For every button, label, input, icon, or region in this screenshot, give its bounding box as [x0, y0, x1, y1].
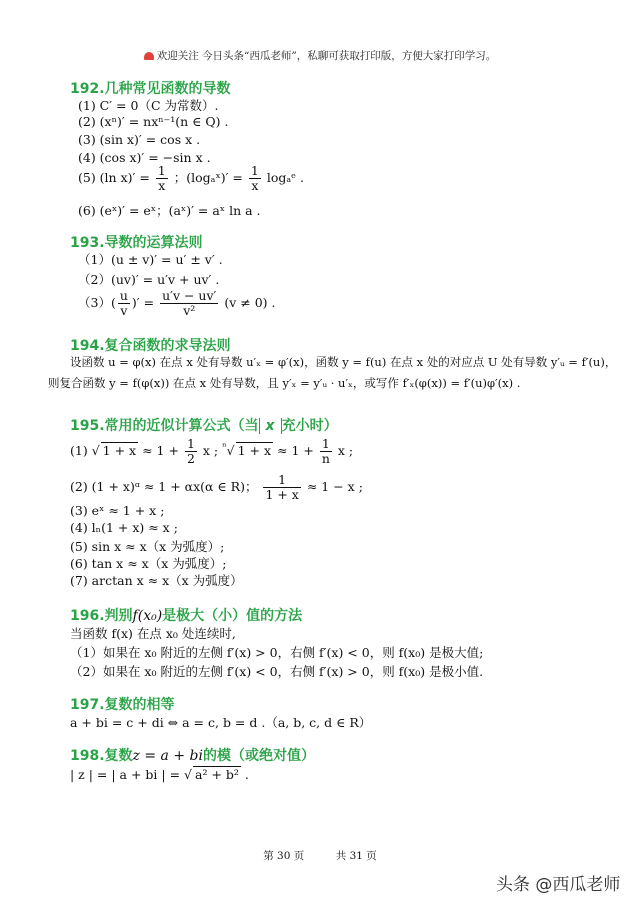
frac-den: v [120, 303, 128, 318]
section-193-title: 193.导数的运算法则 [70, 235, 203, 251]
s195-l2b: ≈ 1 − x ; [306, 479, 363, 494]
s198-l1a: | z | = | a + bi | = [70, 767, 181, 782]
s194-line2: 则复合函数 y = f(φ(x)) 在点 x 处有导数，且 y′ₓ = y′ᵤ · u′ₓ，或写作 f′ₓ(φ(x)) = f′(u)φ′(x) . [48, 376, 521, 390]
frac-den: v² [183, 303, 196, 318]
header-text: 欢迎关注 今日头条“西瓜老师”，私聊可获取打印版，方便大家打印学习。 [156, 50, 497, 62]
s195-l1d: x ; [202, 443, 219, 458]
s195-title-a: 195.常用的近似计算公式（当 [70, 418, 259, 434]
section-195-title [70, 415, 338, 435]
s197-line1: a + bi = c + di ⇔ a = c, b = d .（a, b, c, d ∈ R） [70, 715, 372, 730]
frac-num: 1 [186, 436, 195, 451]
s192-line1: (1) C′ = 0（C 为常数）. [78, 98, 219, 113]
s196-title-f: f(x₀) [132, 608, 163, 624]
fraction [320, 437, 332, 466]
s193-l3b: )′ = [131, 295, 155, 310]
s198-title-b: 的模（或绝对值） [202, 748, 315, 764]
root-index: ⁿ [222, 440, 227, 453]
sqrt-content: 1 + x [237, 443, 272, 458]
frac-den: x [158, 178, 166, 193]
s192-line2: (2) (xⁿ)′ = nxⁿ⁻¹(n ∈ Q) . [78, 114, 229, 129]
s194-line1: 设函数 u = φ(x) 在点 x 处有导数 u′ₓ = φ′(x)，函数 y = f(u) 在点 x 处的对应点 U 处有导数 y′ᵤ = f′(u)， [70, 355, 617, 369]
s192-line3: (3) (sin x)′ = cos x . [78, 132, 201, 147]
s192-line6: (6) (eˣ)′ = eˣ；(aˣ)′ = aˣ ln a . [78, 203, 261, 218]
s198-l1c: . [244, 767, 249, 782]
fraction [156, 164, 168, 193]
s195-line6: (6) tan x ≈ x（x 为弧度）; [70, 556, 227, 571]
page-header [0, 48, 640, 63]
fraction [160, 289, 218, 318]
s196-line2: （2）如果在 x₀ 附近的左侧 f′(x) < 0，右侧 f′(x) > 0，则 f(x₀) 是极小值. [70, 664, 484, 679]
section-194-title: 194.复合函数的求导法则 [70, 338, 231, 354]
s198-line1: | z | = | a + bi | = √ a² + b² . [70, 767, 249, 782]
s195-line3: (3) eˣ ≈ 1 + x ; [70, 503, 165, 518]
s196-title-b: 是极大（小）值的方法 [162, 608, 303, 624]
s193-line2: （2）(uv)′ = u′v + uv′ . [78, 272, 220, 287]
frac-den: x [251, 178, 259, 193]
s195-line4: (4) lₙ(1 + x) ≈ x ; [70, 520, 178, 535]
s198-title-z: z = a + bi [132, 748, 203, 764]
s193-l3a: （3）( [78, 295, 116, 310]
frac-num: 1 [157, 163, 166, 178]
s192-l5c: logₐᵉ . [266, 170, 304, 185]
s195-line1: (1) √ 1 + x ≈ 1 + $\frac{1}{2}$ x ; $^{^n}$√ 1 + x ≈ 1 + $\frac{1}{n}$ x ; [70, 436, 354, 466]
s195-l1h: x ; [337, 443, 354, 458]
frac-num: 1 [250, 163, 259, 178]
frac-den: 2 [186, 451, 195, 466]
s193-line1: （1）(u ± v)′ = u′ ± v′ . [78, 252, 223, 267]
sqrt-content: 1 + x [102, 443, 137, 458]
s192-l5b: ；(logₐˣ)′ = [173, 170, 243, 185]
fraction [118, 289, 130, 318]
section-197-title: 197.复数的相等 [70, 697, 175, 713]
sqrt-content: a² + b² [195, 767, 239, 782]
section-196-title [70, 605, 302, 625]
fraction [263, 473, 300, 502]
s192-line4: (4) (cos x)′ = −sin x . [78, 150, 211, 165]
s195-l1a: (1) [70, 443, 88, 458]
frac-num: u [119, 288, 128, 303]
s196-line1: （1）如果在 x₀ 附近的左侧 f′(x) > 0，右侧 f′(x) < 0，则 f(x₀) 是极大值; [70, 645, 484, 660]
frac-den: n [321, 451, 330, 466]
s195-title-b: 充小时） [281, 418, 338, 434]
s193-line3 [78, 289, 276, 318]
s195-line7: (7) arctan x ≈ x（x 为弧度） [70, 573, 243, 588]
section-198-title [70, 745, 315, 765]
fraction [249, 164, 261, 193]
s196-title-a: 196.判别 [70, 608, 133, 624]
s195-l2a: (2) (1 + x)ᵅ ≈ 1 + αx(α ∈ R)； [70, 479, 258, 494]
frac-num: 1 [320, 437, 332, 452]
s193-l3c: (v ≠ 0) . [224, 295, 276, 310]
section-192-title: 192.几种常见函数的导数 [70, 81, 231, 97]
s195-line2 [70, 473, 363, 502]
watermelon-icon [144, 52, 154, 60]
page-footer: 第 30 页 共 31 页 [263, 850, 377, 862]
s198-title-a: 198.复数 [70, 748, 133, 764]
frac-num: 1 [263, 473, 300, 488]
fraction [185, 437, 197, 466]
s195-l1c: ≈ 1 + [142, 443, 179, 458]
frac-den: 1 + x [265, 487, 299, 502]
abs-x [259, 418, 282, 434]
s195-l1g: ≈ 1 + [277, 443, 314, 458]
s195-line5: (5) sin x ≈ x（x 为弧度）; [70, 539, 225, 554]
watermark: 头条 @西瓜老师 [496, 875, 621, 895]
s195-title-x: x [265, 418, 275, 434]
frac-num: u′v − uv′ [162, 288, 217, 303]
s196-line0: 当函数 f(x) 在点 x₀ 处连续时, [70, 626, 236, 641]
s192-line5 [78, 164, 304, 193]
s192-l5a: (5) (ln x)′ = [78, 170, 150, 185]
